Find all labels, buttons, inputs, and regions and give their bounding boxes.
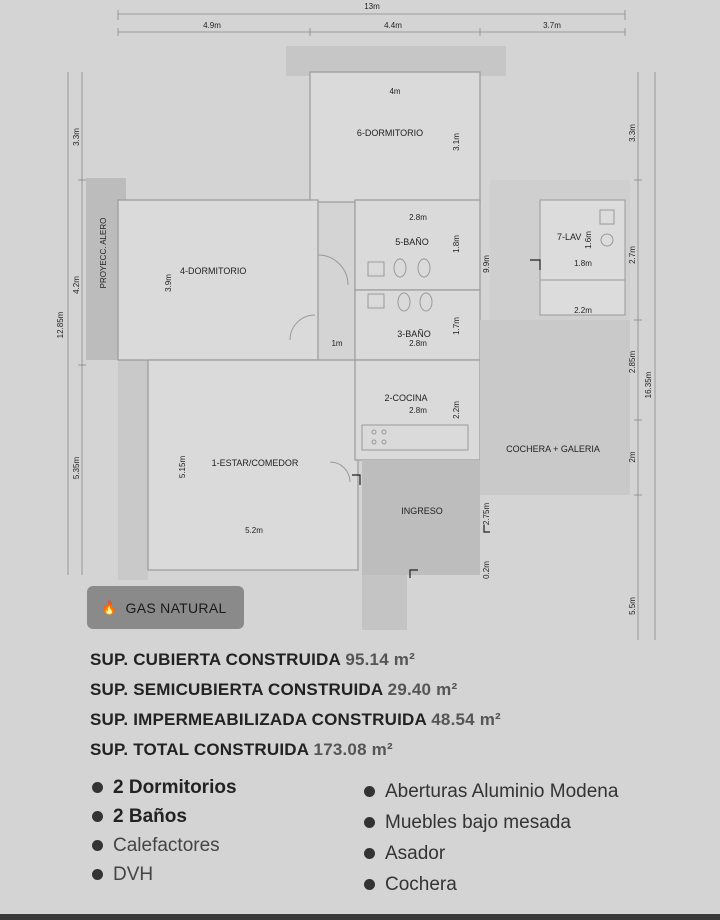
stat-value: 173.08 m² <box>313 740 393 759</box>
room-dormitorio-4: 4-DORMITORIO <box>180 266 247 276</box>
stat-value: 48.54 m² <box>431 710 501 729</box>
dim-hall: 1m <box>331 339 343 348</box>
dim-left-a: 3.3m <box>72 128 81 146</box>
features-right <box>364 776 618 900</box>
bullet-icon <box>92 869 103 880</box>
room-bano-3: 3-BAÑO <box>397 329 431 339</box>
feature-text: Asador <box>385 842 446 864</box>
features-left <box>92 773 237 889</box>
stat-row <box>90 708 501 738</box>
room-cochera-galeria: COCHERA + GALERIA <box>506 444 600 454</box>
dim-dorm6-height: 3.1m <box>452 133 461 151</box>
bullet-icon <box>364 879 375 890</box>
dim-estar-width: 5.2m <box>245 526 263 535</box>
dim-center-height: 9.9m <box>482 255 491 273</box>
feature-item <box>364 838 618 869</box>
stat-row <box>90 678 501 708</box>
room-dormitorio-6: 6-DORMITORIO <box>356 128 424 138</box>
dim-right-b: 2.7m <box>628 246 637 264</box>
bullet-icon <box>364 786 375 797</box>
stat-row <box>90 648 501 678</box>
feature-text: Aberturas Aluminio Modena <box>385 780 619 802</box>
dim-bano5-height: 1.8m <box>452 235 461 253</box>
dim-dorm4-height: 3.9m <box>164 274 173 292</box>
stat-value: 95.14 m² <box>345 650 415 669</box>
dim-bano3-height: 1.7m <box>452 317 461 335</box>
feature-text: Cochera <box>385 873 457 895</box>
alero-label: PROYECC. ALERO <box>99 217 108 289</box>
dim-lav-bottom: 2.2m <box>574 306 592 315</box>
stat-label: SUP. SEMICUBIERTA CONSTRUIDA <box>90 680 383 699</box>
feature-item <box>92 773 237 802</box>
dim-cocina-height: 2.2m <box>452 401 461 419</box>
room-ingreso: INGRESO <box>401 506 443 516</box>
dim-top-seg2: 4.4m <box>384 21 402 30</box>
gas-natural-label: GAS NATURAL <box>125 599 227 616</box>
feature-text: DVH <box>113 863 154 885</box>
dim-right-a: 3.3m <box>628 124 637 142</box>
surface-stats <box>90 648 501 768</box>
bullet-icon <box>92 782 103 793</box>
dim-total-width: 13m <box>364 2 380 11</box>
room-cocina: 2-COCINA <box>384 393 428 403</box>
dim-ingreso-step: 0.2m <box>482 561 491 579</box>
stat-label: SUP. IMPERMEABILIZADA CONSTRUIDA <box>90 710 427 729</box>
room-lavadero: 7-LAV <box>557 232 582 242</box>
dim-estar-height: 5.15m <box>178 455 187 479</box>
dim-lav-width: 1.8m <box>574 259 592 268</box>
room-estar-comedor: 1-ESTAR/COMEDOR <box>211 458 299 468</box>
dim-right-d: 2m <box>628 451 637 463</box>
feature-text: 2 Dormitorios <box>113 776 237 798</box>
dim-top-seg3: 3.7m <box>543 21 561 30</box>
dim-right-total: 16.35m <box>644 371 653 399</box>
dim-left-c: 5.35m <box>72 456 81 480</box>
flame-icon: 🔥 <box>101 599 118 615</box>
feature-text: 2 Baños <box>113 805 187 827</box>
stat-label: SUP. CUBIERTA CONSTRUIDA <box>90 650 341 669</box>
dim-bano5-width: 2.8m <box>409 213 427 222</box>
dim-cocina-width: 2.8m <box>409 406 427 415</box>
dim-bano3-width: 2.8m <box>409 339 427 348</box>
feature-item <box>364 807 618 838</box>
feature-item <box>92 831 237 860</box>
dim-ingreso-height: 2.75m <box>482 502 491 526</box>
feature-text: Muebles bajo mesada <box>385 811 571 833</box>
dim-top-seg1: 4.9m <box>203 21 221 30</box>
bullet-icon <box>364 817 375 828</box>
room-bano-5: 5-BAÑO <box>395 237 429 247</box>
stat-label: SUP. TOTAL CONSTRUIDA <box>90 740 309 759</box>
dim-dorm6-width: 4m <box>389 87 401 96</box>
dim-right-c: 2.85m <box>628 350 637 374</box>
dim-left-total: 12.85m <box>56 311 65 339</box>
dim-left-b: 4.2m <box>72 276 81 294</box>
dim-lav-height: 1.6m <box>584 231 593 249</box>
feature-item <box>92 860 237 889</box>
feature-text: Calefactores <box>113 834 220 856</box>
gas-natural-badge <box>87 586 244 629</box>
feature-item <box>92 802 237 831</box>
bullet-icon <box>92 840 103 851</box>
bottom-bar <box>0 914 720 920</box>
bullet-icon <box>92 811 103 822</box>
stat-value: 29.40 m² <box>387 680 458 699</box>
bullet-icon <box>364 848 375 859</box>
feature-item <box>364 869 618 900</box>
feature-item <box>364 776 618 807</box>
dim-right-e: 5.5m <box>628 597 637 615</box>
stat-row <box>90 738 501 768</box>
